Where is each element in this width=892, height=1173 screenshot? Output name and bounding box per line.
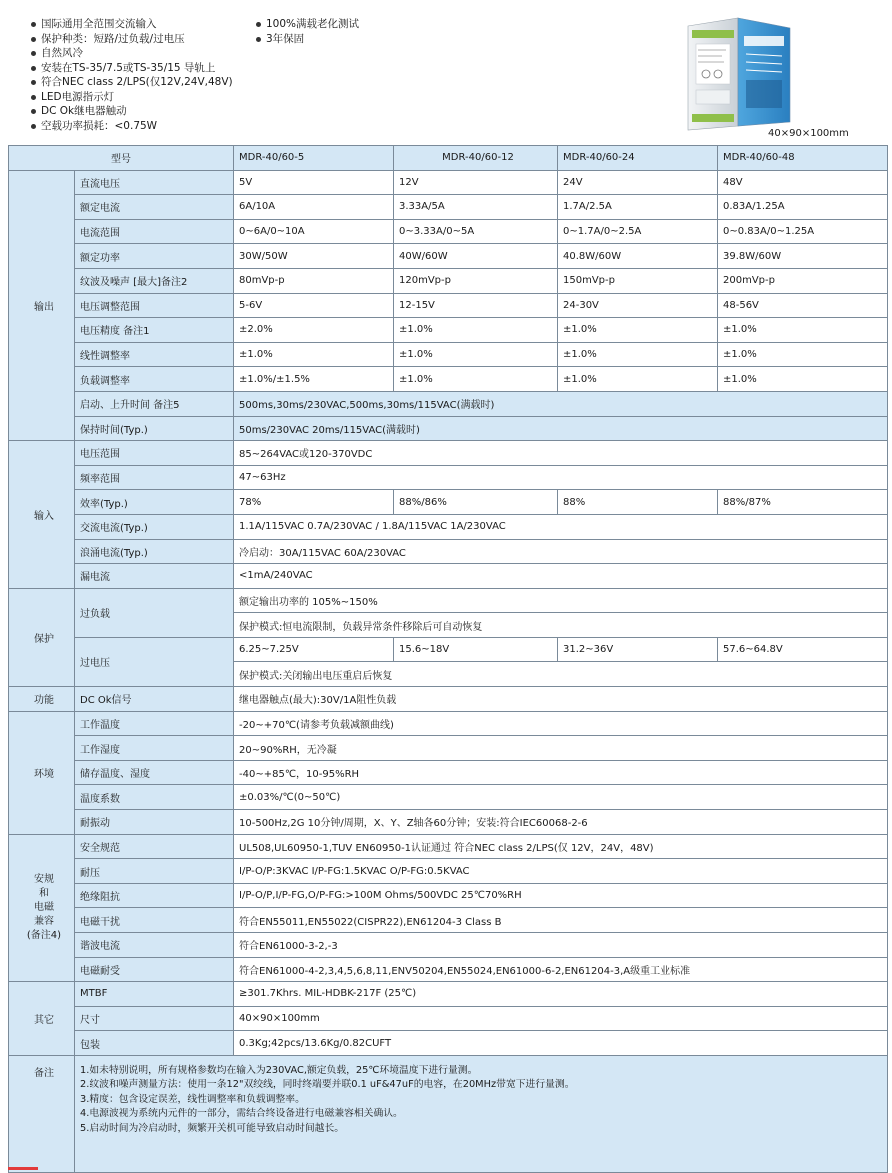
category-notes: 备注: [9, 1055, 75, 1172]
value-cell: 20~90%RH，无冷凝: [234, 736, 888, 761]
category-line: 安规: [34, 873, 54, 885]
value-cell: 12V: [394, 170, 558, 195]
model-header-row: [9, 146, 888, 171]
table-row: [9, 1006, 888, 1031]
category-input: 输入: [9, 441, 75, 589]
table-row: [9, 219, 888, 244]
note-line: 3.精度：包含设定误差，线性调整率和负载调整率。: [80, 1093, 305, 1105]
row-label: 绝缘阻抗: [75, 883, 234, 908]
row-label: 电压调整范围: [75, 293, 234, 318]
feature-item: 保护种类：短路/过负载/过电压: [30, 32, 233, 47]
table-row: [9, 342, 888, 367]
category-environment: 环境: [9, 711, 75, 834]
row-label: MTBF: [75, 982, 234, 1007]
model-cell: MDR-40/60-12: [394, 146, 558, 171]
value-cell: ±1.0%: [558, 342, 718, 367]
value-cell: 3.33A/5A: [394, 195, 558, 220]
value-cell: 88%: [558, 490, 718, 515]
value-cell: 30W/50W: [234, 244, 394, 269]
category-protection: 保护: [9, 588, 75, 686]
feature-item: 国际通用全范围交流输入: [30, 17, 233, 32]
value-cell: 10-500Hz,2G 10分钟/周期，X、Y、Z轴各60分钟；安装:符合IEC60068-2-6: [234, 810, 888, 835]
value-cell: -20~+70℃(请参考负载减额曲线): [234, 711, 888, 736]
row-label: 启动、上升时间 备注5: [75, 391, 234, 416]
row-label: 保持时间(Typ.): [75, 416, 234, 441]
row-label: 电流范围: [75, 219, 234, 244]
category-function: 功能: [9, 687, 75, 712]
row-label: 电压范围: [75, 441, 234, 466]
value-cell: UL508,UL60950-1,TUV EN60950-1认证通过 符合NEC class 2/LPS(仅 12V，24V，48V): [234, 834, 888, 859]
feature-item: DC Ok继电器触动: [30, 104, 233, 119]
row-label: 尺寸: [75, 1006, 234, 1031]
value-cell: 88%/87%: [718, 490, 888, 515]
table-row: [9, 908, 888, 933]
value-cell: 200mVp-p: [718, 268, 888, 293]
category-line: (备注4): [26, 929, 62, 941]
value-cell: 5-6V: [234, 293, 394, 318]
row-label: 纹波及噪声 [最大]备注2: [75, 268, 234, 293]
model-header-label: 型号: [9, 146, 234, 171]
value-cell: 39.8W/60W: [718, 244, 888, 269]
value-cell: 5V: [234, 170, 394, 195]
value-cell: ±1.0%/±1.5%: [234, 367, 394, 392]
value-cell: 保护模式:恒电流限制，负载异常条件移除后可自动恢复: [234, 613, 888, 638]
table-row: [9, 293, 888, 318]
value-cell: ±0.03%/℃(0~50℃): [234, 785, 888, 810]
value-cell: ±1.0%: [718, 342, 888, 367]
feature-item: 空载功率损耗：<0.75W: [30, 119, 233, 134]
note-line: 4.电源波视为系统内元件的一部分，需结合终设备进行电磁兼容相关确认。: [80, 1108, 403, 1120]
category-safety-emc: [9, 834, 75, 982]
table-row: [9, 760, 888, 785]
value-cell: 120mVp-p: [394, 268, 558, 293]
value-cell: 40×90×100mm: [234, 1006, 888, 1031]
category-line: 电磁: [34, 901, 54, 913]
row-label: 过负载: [75, 588, 234, 637]
feature-list-right: [255, 17, 359, 46]
row-label: 储存温度、湿度: [75, 760, 234, 785]
model-cell: MDR-40/60-48: [718, 146, 888, 171]
value-cell: 额定输出功率的 105%~150%: [234, 588, 888, 613]
row-label: 耐压: [75, 859, 234, 884]
value-cell: 31.2~36V: [558, 637, 718, 662]
row-label: 直流电压: [75, 170, 234, 195]
value-cell: 24-30V: [558, 293, 718, 318]
value-cell: 500ms,30ms/230VAC,500ms,30ms/115VAC(满载时): [234, 391, 888, 416]
value-cell: ±1.0%: [394, 367, 558, 392]
table-row: [9, 244, 888, 269]
value-cell: 0~1.7A/0~2.5A: [558, 219, 718, 244]
value-cell: ±1.0%: [558, 367, 718, 392]
table-row: [9, 883, 888, 908]
value-cell: ±1.0%: [718, 367, 888, 392]
row-label: 工作湿度: [75, 736, 234, 761]
table-row: [9, 514, 888, 539]
value-cell: 15.6~18V: [394, 637, 558, 662]
row-label: 频率范围: [75, 465, 234, 490]
table-row: [9, 367, 888, 392]
row-label: 线性调整率: [75, 342, 234, 367]
table-row: [9, 391, 888, 416]
value-cell: 0~0.83A/0~1.25A: [718, 219, 888, 244]
value-cell: 1.1A/115VAC 0.7A/230VAC / 1.8A/115VAC 1A/230VAC: [234, 514, 888, 539]
row-label: 工作温度: [75, 711, 234, 736]
value-cell: 0~6A/0~10A: [234, 219, 394, 244]
notes-row: [9, 1055, 888, 1172]
table-row: [9, 1031, 888, 1056]
value-cell: 冷启动：30A/115VAC 60A/230VAC: [234, 539, 888, 564]
feature-item: 自然风冷: [30, 46, 233, 61]
spec-table: [8, 145, 888, 1173]
value-cell: 符合EN61000-3-2,-3: [234, 933, 888, 958]
value-cell: 继电器触点(最大):30V/1A阻性负载: [234, 687, 888, 712]
value-cell: -40~+85℃，10-95%RH: [234, 760, 888, 785]
row-label: DC Ok信号: [75, 687, 234, 712]
value-cell: 48V: [718, 170, 888, 195]
note-line: 5.启动时间为冷启动时，频繁开关机可能导致启动时间越长。: [80, 1122, 345, 1134]
table-row: [9, 588, 888, 613]
table-row: [9, 785, 888, 810]
accent-bar: [8, 1167, 38, 1170]
value-cell: 57.6~64.8V: [718, 637, 888, 662]
value-cell: I/P-O/P:3KVAC I/P-FG:1.5KVAC O/P-FG:0.5KVAC: [234, 859, 888, 884]
value-cell: 85~264VAC或120-370VDC: [234, 441, 888, 466]
value-cell: 47~63Hz: [234, 465, 888, 490]
row-label: 效率(Typ.): [75, 490, 234, 515]
table-row: [9, 539, 888, 564]
feature-item: 符合NEC class 2/LPS(仅12V,24V,48V): [30, 75, 233, 90]
value-cell: ±1.0%: [394, 318, 558, 343]
row-label: 额定功率: [75, 244, 234, 269]
feature-item: LED电源指示灯: [30, 90, 233, 105]
table-row: [9, 416, 888, 441]
notes-cell: [75, 1055, 888, 1172]
table-row: [9, 637, 888, 662]
value-cell: 40.8W/60W: [558, 244, 718, 269]
table-row: [9, 195, 888, 220]
value-cell: ±2.0%: [234, 318, 394, 343]
note-line: 1.如未特别说明，所有规格参数均在输入为230VAC,额定负载，25℃环境温度下进行量测。: [80, 1064, 478, 1076]
value-cell: 80mVp-p: [234, 268, 394, 293]
value-cell: 88%/86%: [394, 490, 558, 515]
table-row: [9, 859, 888, 884]
row-label: 电磁耐受: [75, 957, 234, 982]
value-cell: I/P-O/P,I/P-FG,O/P-FG:>100M Ohms/500VDC 25℃70%RH: [234, 883, 888, 908]
feature-item: 安装在TS-35/7.5或TS-35/15 导轨上: [30, 61, 233, 76]
product-image: [686, 14, 796, 134]
row-label: 谐波电流: [75, 933, 234, 958]
row-label: 电压精度 备注1: [75, 318, 234, 343]
model-cell: MDR-40/60-24: [558, 146, 718, 171]
table-row: [9, 170, 888, 195]
table-row: [9, 687, 888, 712]
row-label: 漏电流: [75, 564, 234, 589]
feature-item: 100%满载老化测试: [255, 17, 359, 32]
value-cell: 0.3Kg;42pcs/13.6Kg/0.82CUFT: [234, 1031, 888, 1056]
value-cell: 6A/10A: [234, 195, 394, 220]
value-cell: ±1.0%: [234, 342, 394, 367]
value-cell: ±1.0%: [718, 318, 888, 343]
row-label: 耐振动: [75, 810, 234, 835]
value-cell: 24V: [558, 170, 718, 195]
value-cell: <1mA/240VAC: [234, 564, 888, 589]
table-row: [9, 465, 888, 490]
table-row: [9, 957, 888, 982]
value-cell: 48-56V: [718, 293, 888, 318]
model-cell: MDR-40/60-5: [234, 146, 394, 171]
value-cell: 50ms/230VAC 20ms/115VAC(满载时): [234, 416, 888, 441]
feature-section: [0, 0, 892, 145]
table-row: [9, 318, 888, 343]
table-row: [9, 711, 888, 736]
table-row: [9, 834, 888, 859]
category-line: 和: [39, 887, 49, 899]
value-cell: 12-15V: [394, 293, 558, 318]
value-cell: 符合EN55011,EN55022(CISPR22),EN61204-3 Class B: [234, 908, 888, 933]
row-label: 包装: [75, 1031, 234, 1056]
category-line: 兼容: [34, 915, 54, 927]
row-label: 额定电流: [75, 195, 234, 220]
table-row: [9, 268, 888, 293]
value-cell: 78%: [234, 490, 394, 515]
note-line: 2.纹波和噪声测量方法：使用一条12"双绞线，同时终端要并联0.1 uF&47uF的电容，在20MHz带宽下进行量测。: [80, 1079, 575, 1091]
value-cell: 150mVp-p: [558, 268, 718, 293]
table-row: [9, 982, 888, 1007]
row-label: 安全规范: [75, 834, 234, 859]
value-cell: 符合EN61000-4-2,3,4,5,6,8,11,ENV50204,EN55024,EN61000-6-2,EN61204-3,A级重工业标准: [234, 957, 888, 982]
value-cell: 6.25~7.25V: [234, 637, 394, 662]
feature-list-left: [30, 17, 233, 133]
table-row: [9, 441, 888, 466]
value-cell: 0~3.33A/0~5A: [394, 219, 558, 244]
table-row: [9, 490, 888, 515]
table-row: [9, 564, 888, 589]
category-output: 输出: [9, 170, 75, 441]
table-row: [9, 810, 888, 835]
row-label: 负载调整率: [75, 367, 234, 392]
value-cell: 1.7A/2.5A: [558, 195, 718, 220]
table-row: [9, 933, 888, 958]
value-cell: 40W/60W: [394, 244, 558, 269]
value-cell: 0.83A/1.25A: [718, 195, 888, 220]
row-label: 电磁干扰: [75, 908, 234, 933]
row-label: 过电压: [75, 637, 234, 686]
feature-item: 3年保固: [255, 32, 359, 47]
row-label: 浪涌电流(Typ.): [75, 539, 234, 564]
value-cell: ≥301.7Khrs. MIL-HDBK-217F (25℃): [234, 982, 888, 1007]
value-cell: 保护模式:关闭输出电压重启后恢复: [234, 662, 888, 687]
row-label: 交流电流(Typ.): [75, 514, 234, 539]
value-cell: ±1.0%: [558, 318, 718, 343]
category-other: 其它: [9, 982, 75, 1056]
value-cell: ±1.0%: [394, 342, 558, 367]
table-row: [9, 736, 888, 761]
row-label: 温度系数: [75, 785, 234, 810]
dimensions-caption: 40×90×100mm: [768, 128, 849, 139]
